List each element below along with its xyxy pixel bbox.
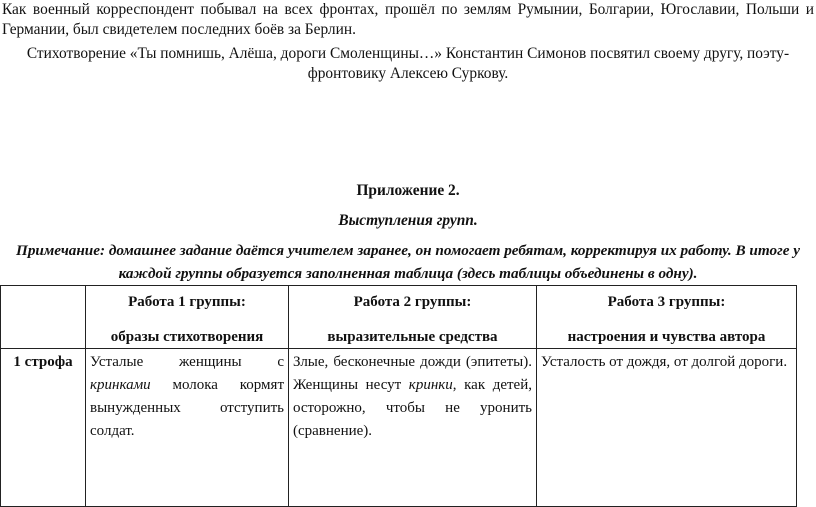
appendix-note: Примечание: домашнее задание даётся учителем заранее, он помогает ребятам, корректируя их работу. В итоге у каждой группы образуется заполненная таблица (здесь таблицы объединены в одну).	[16, 242, 800, 282]
header-empty-cell	[1, 286, 86, 349]
row-label: 1 строфа	[1, 349, 86, 507]
table-header-row	[1, 286, 797, 349]
header-group-2	[289, 286, 537, 349]
appendix-subtitle: Выступления групп.	[338, 212, 478, 229]
groups-table	[0, 285, 797, 507]
appendix-title: Приложение 2.	[356, 182, 460, 199]
cell-text: Злые, бесконечные дожди (эпитеты). Женщины несут	[293, 354, 532, 393]
intro-paragraph-1: Как военный корреспондент побывал на всех фронтах, прошёл по землям Румынии, Болгарии, Югославии, Польши и Германии, был свидетелем последних боёв за Берлин.	[2, 1, 814, 38]
cell-text: Усталость от дождя, от долгой дороги.	[541, 354, 788, 370]
cell-mood	[537, 349, 797, 507]
header-group-label: Работа 2 группы:	[353, 294, 472, 310]
cell-text: , как детей, осторожно, чтобы не уронить (сравнение).	[293, 377, 532, 439]
header-group-3	[537, 286, 797, 349]
header-group-1	[86, 286, 289, 349]
cell-images	[86, 349, 289, 507]
cell-emphasis: кринками	[90, 377, 151, 393]
header-topic-label: настроения и чувства автора	[567, 329, 766, 345]
header-topic-label: образы стихотворения	[110, 329, 264, 345]
table-row	[1, 349, 797, 507]
cell-text: Усталые женщины с	[90, 354, 284, 370]
header-group-label: Работа 1 группы:	[128, 294, 246, 310]
cell-expressive-means	[289, 349, 537, 507]
cell-emphasis: кринки	[408, 377, 453, 393]
intro-paragraph-2: Стихотворение «Ты помнишь, Алёша, дороги Смоленщины…» Константин Симонов посвятил своему другу, поэту-фронтовику Алексею Суркову.	[26, 45, 790, 82]
cell-text: молока кормят вынужденных отступить солдат.	[90, 377, 284, 439]
header-topic-label: выразительные средства	[327, 329, 498, 345]
header-group-label: Работа 3 группы:	[607, 294, 726, 310]
